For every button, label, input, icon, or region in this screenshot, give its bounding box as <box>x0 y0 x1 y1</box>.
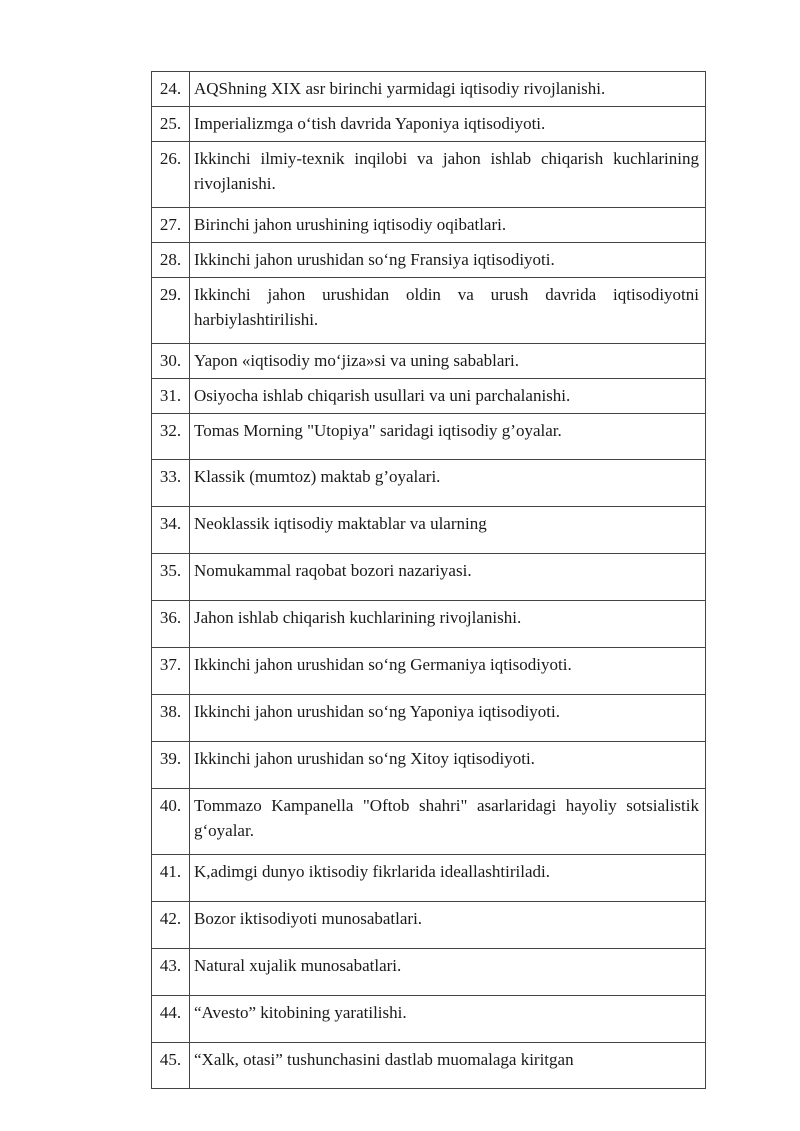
table-row <box>152 554 706 601</box>
row-text: AQShning XIX asr birinchi yarmidagi iqtisodiy rivojlanishi. <box>190 72 706 107</box>
row-text: Tommazo Kampanella "Oftob shahri" asarlaridagi hayoliy sotsialistik g‘oyalar. <box>190 789 706 855</box>
row-text: Neoklassik iqtisodiy maktablar va ularning <box>190 507 706 554</box>
row-number: 29. <box>152 278 190 344</box>
row-text: Osiyocha ishlab chiqarish usullari va uni parchalanishi. <box>190 379 706 414</box>
row-text: Ikkinchi jahon urushidan so‘ng Fransiya iqtisodiyoti. <box>190 243 706 278</box>
row-text: Ikkinchi jahon urushidan oldin va urush davrida iqtisodiyotni harbiylashtirilishi. <box>190 278 706 344</box>
table-row <box>152 507 706 554</box>
row-number: 34. <box>152 507 190 554</box>
row-number: 43. <box>152 949 190 996</box>
table-row <box>152 996 706 1043</box>
row-number: 44. <box>152 996 190 1043</box>
table-row <box>152 695 706 742</box>
row-number: 41. <box>152 855 190 902</box>
table-row <box>152 72 706 107</box>
row-number: 28. <box>152 243 190 278</box>
table-row <box>152 742 706 789</box>
row-text: K,adimgi dunyo iktisodiy fikrlarida ideallashtiriladi. <box>190 855 706 902</box>
row-number: 33. <box>152 460 190 507</box>
row-text: “Xalk, otasi” tushunchasini dastlab muomalaga kiritgan <box>190 1043 706 1089</box>
topics-table <box>151 71 706 1089</box>
row-text: Birinchi jahon urushining iqtisodiy oqibatlari. <box>190 208 706 243</box>
table-row <box>152 278 706 344</box>
table-row <box>152 648 706 695</box>
row-number: 24. <box>152 72 190 107</box>
table-row <box>152 855 706 902</box>
row-number: 31. <box>152 379 190 414</box>
row-number: 35. <box>152 554 190 601</box>
row-text: Nomukammal raqobat bozori nazariyasi. <box>190 554 706 601</box>
row-text: Klassik (mumtoz) maktab g’oyalari. <box>190 460 706 507</box>
row-number: 36. <box>152 601 190 648</box>
row-text: Tomas Morning "Utopiya" saridagi iqtisodiy g’oyalar. <box>190 414 706 460</box>
table-row <box>152 142 706 208</box>
row-number: 37. <box>152 648 190 695</box>
table-row <box>152 1043 706 1089</box>
row-text: Bozor iktisodiyoti munosabatlari. <box>190 902 706 949</box>
table-row <box>152 460 706 507</box>
row-number: 42. <box>152 902 190 949</box>
row-text: Yapon «iqtisodiy mo‘jiza»si va uning sabablari. <box>190 344 706 379</box>
table-row <box>152 902 706 949</box>
row-text: Ikkinchi jahon urushidan so‘ng Yaponiya iqtisodiyoti. <box>190 695 706 742</box>
row-text: Imperializmga o‘tish davrida Yaponiya iqtisodiyoti. <box>190 107 706 142</box>
table-row <box>152 243 706 278</box>
table-row <box>152 208 706 243</box>
row-number: 30. <box>152 344 190 379</box>
table-row <box>152 949 706 996</box>
table-row <box>152 601 706 648</box>
row-number: 40. <box>152 789 190 855</box>
row-number: 27. <box>152 208 190 243</box>
row-text: “Avesto” kitobining yaratilishi. <box>190 996 706 1043</box>
table-row <box>152 414 706 460</box>
row-text: Ikkinchi jahon urushidan so‘ng Germaniya iqtisodiyoti. <box>190 648 706 695</box>
row-text: Natural xujalik munosabatlari. <box>190 949 706 996</box>
row-text: Ikkinchi ilmiy-texnik inqilobi va jahon ishlab chiqarish kuchlarining rivojlanishi. <box>190 142 706 208</box>
table-row <box>152 344 706 379</box>
row-number: 32. <box>152 414 190 460</box>
row-text: Ikkinchi jahon urushidan so‘ng Xitoy iqtisodiyoti. <box>190 742 706 789</box>
table-row <box>152 107 706 142</box>
row-number: 39. <box>152 742 190 789</box>
row-number: 25. <box>152 107 190 142</box>
row-number: 38. <box>152 695 190 742</box>
table-row <box>152 379 706 414</box>
row-text: Jahon ishlab chiqarish kuchlarining rivojlanishi. <box>190 601 706 648</box>
row-number: 26. <box>152 142 190 208</box>
row-number: 45. <box>152 1043 190 1089</box>
table-row <box>152 789 706 855</box>
